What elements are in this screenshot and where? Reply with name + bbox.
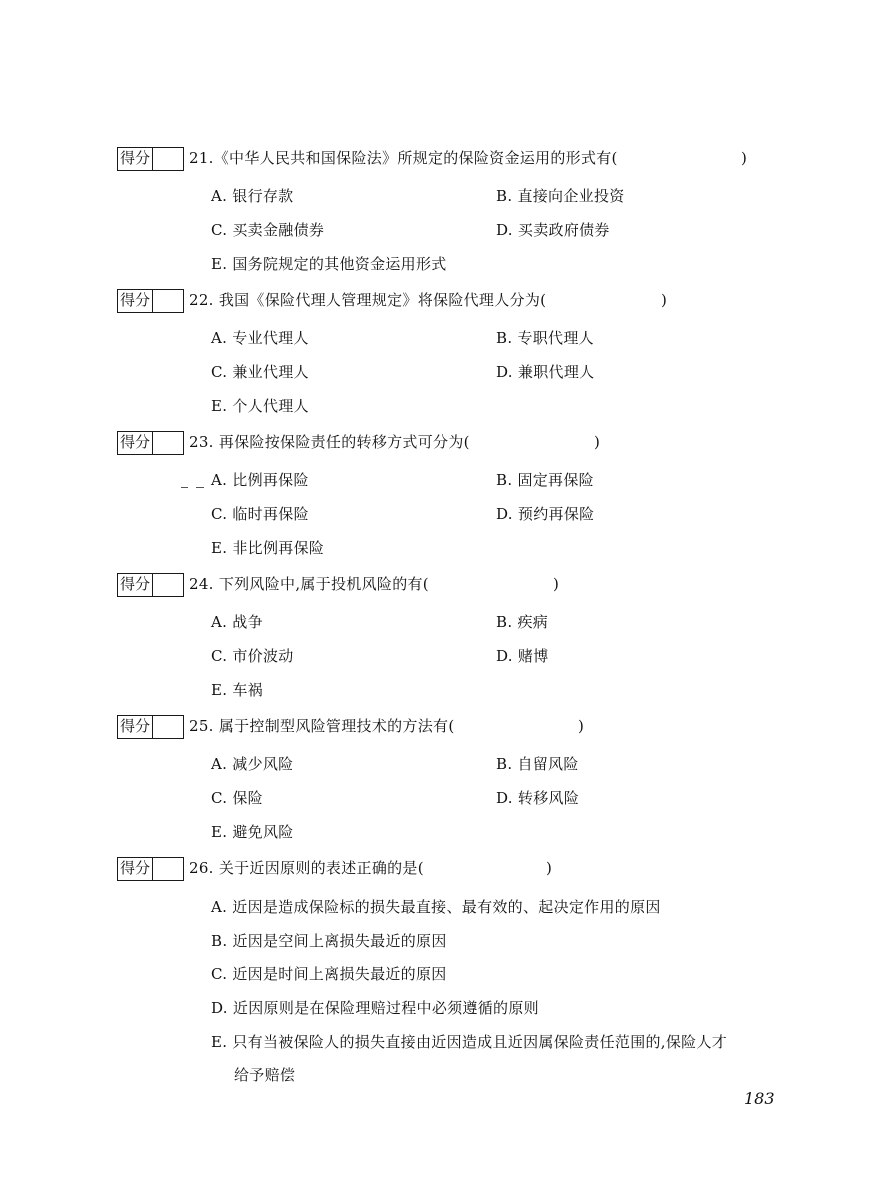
option-c: C. 兼业代理人 xyxy=(211,363,309,381)
option-a: A. 近因是造成保险标的损失最直接、最有效的、起决定作用的原因 xyxy=(211,898,661,916)
score-box xyxy=(117,147,184,171)
scan-mark xyxy=(181,487,188,488)
option-e: E. 只有当被保险人的损失直接由近因造成且近因属保险责任范围的,保险人才 xyxy=(211,1033,728,1051)
option-c: C. 临时再保险 xyxy=(211,505,309,523)
option-b: B. 近因是空间上离损失最近的原因 xyxy=(211,932,447,950)
option-a: A. 专业代理人 xyxy=(211,329,309,347)
option-c: C. 买卖金融债券 xyxy=(211,221,325,239)
score-label: 得分 xyxy=(118,716,153,738)
answer-paren-close: ) xyxy=(553,575,559,593)
score-blank xyxy=(153,290,183,312)
option-a: A. 战争 xyxy=(211,613,263,631)
score-blank xyxy=(153,716,183,738)
score-box xyxy=(117,573,184,597)
score-box xyxy=(117,431,184,455)
option-d: D. 转移风险 xyxy=(496,789,580,807)
option-b: B. 自留风险 xyxy=(496,755,579,773)
option-e: E. 非比例再保险 xyxy=(211,539,325,557)
option-a: A. 减少风险 xyxy=(211,755,294,773)
option-d: D. 赌博 xyxy=(496,647,549,665)
answer-paren-close: ) xyxy=(741,149,747,167)
question-stem: 24. 下列风险中,属于投机风险的有( xyxy=(189,575,429,593)
option-d: D. 兼职代理人 xyxy=(496,363,595,381)
score-label: 得分 xyxy=(118,574,153,596)
score-blank xyxy=(153,858,183,880)
scan-mark xyxy=(196,487,204,488)
answer-paren-close: ) xyxy=(578,717,584,735)
option-c: C. 市价波动 xyxy=(211,647,294,665)
option-e: E. 车祸 xyxy=(211,681,263,699)
option-b: B. 疾病 xyxy=(496,613,549,631)
option-e: E. 避免风险 xyxy=(211,823,294,841)
page-number: 183 xyxy=(744,1089,775,1108)
answer-paren-close: ) xyxy=(546,859,552,877)
option-c: C. 保险 xyxy=(211,789,263,807)
score-blank xyxy=(153,148,183,170)
score-blank xyxy=(153,574,183,596)
score-label: 得分 xyxy=(118,290,153,312)
option-a: A. 比例再保险 xyxy=(211,471,309,489)
option-e: E. 国务院规定的其他资金运用形式 xyxy=(211,255,447,273)
score-blank xyxy=(153,432,183,454)
score-box xyxy=(117,715,184,739)
score-box xyxy=(117,289,184,313)
option-c: C. 近因是时间上离损失最近的原因 xyxy=(211,965,447,983)
option-d: D. 预约再保险 xyxy=(496,505,595,523)
option-a: A. 银行存款 xyxy=(211,187,294,205)
option-d: D. 买卖政府债券 xyxy=(496,221,610,239)
option-e: E. 个人代理人 xyxy=(211,397,309,415)
question-stem: 21.《中华人民共和国保险法》所规定的保险资金运用的形式有( xyxy=(189,149,618,167)
answer-paren-close: ) xyxy=(661,291,667,309)
option-b: B. 专职代理人 xyxy=(496,329,594,347)
score-label: 得分 xyxy=(118,858,153,880)
option-b: B. 固定再保险 xyxy=(496,471,594,489)
question-stem: 25. 属于控制型风险管理技术的方法有( xyxy=(189,717,455,735)
score-box xyxy=(117,857,184,881)
option-d: D. 近因原则是在保险理赔过程中必须遵循的原则 xyxy=(211,999,539,1017)
option-e-continuation: 给予赔偿 xyxy=(234,1066,296,1084)
question-stem: 23. 再保险按保险责任的转移方式可分为( xyxy=(189,433,470,451)
score-label: 得分 xyxy=(118,148,153,170)
option-b: B. 直接向企业投资 xyxy=(496,187,625,205)
question-stem: 22. 我国《保险代理人管理规定》将保险代理人分为( xyxy=(189,291,547,309)
answer-paren-close: ) xyxy=(594,433,600,451)
score-label: 得分 xyxy=(118,432,153,454)
question-stem: 26. 关于近因原则的表述正确的是( xyxy=(189,859,424,877)
